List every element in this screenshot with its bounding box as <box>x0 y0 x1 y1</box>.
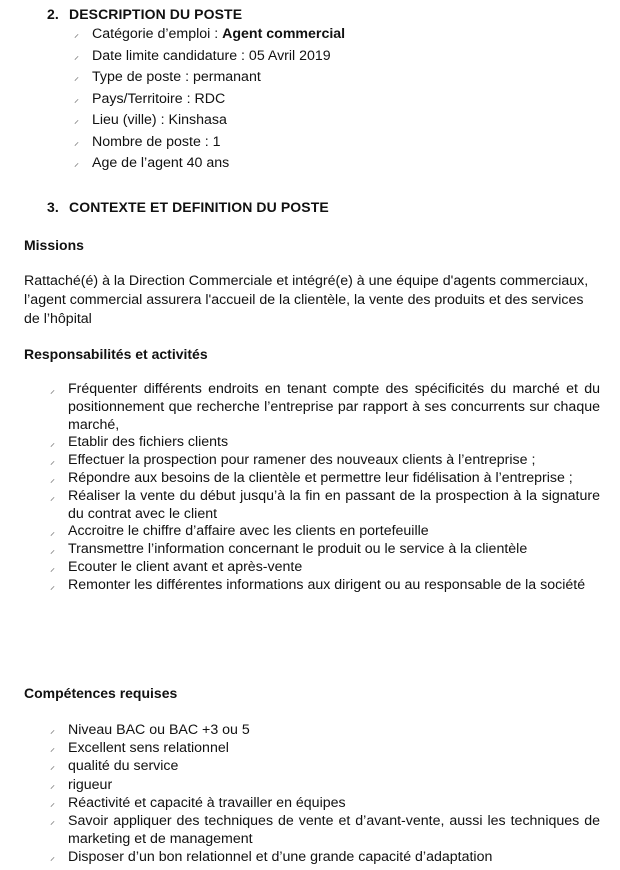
missions-heading: Missions <box>24 237 84 253</box>
section-2-heading <box>47 6 242 22</box>
bullet-icon: ⸝ <box>74 158 79 169</box>
list-item: ⸝ Effectuer la prospection pour ramener des nouveaux clients à l’entreprise ; <box>50 452 536 469</box>
bullet-icon: ⸝ <box>50 580 55 592</box>
list-item: ⸝ Pays/Territoire : RDC <box>74 90 226 107</box>
bullet-icon: ⸝ <box>74 72 79 83</box>
bullet-icon: ⸝ <box>50 779 55 791</box>
list-item: ⸝ Type de poste : permanant <box>74 69 261 85</box>
bullet-icon: ⸝ <box>50 797 55 809</box>
list-item: ⸝ Savoir appliquer des techniques de vente et d’avant-vente, aussi les techniques de marketing et de management <box>50 813 600 848</box>
list-item: ⸝ Niveau BAC ou BAC +3 ou 5 <box>50 722 250 738</box>
list-item: ⸝ Excellent sens relationnel <box>50 740 229 757</box>
responsibilities-list <box>48 381 600 595</box>
job-category-value: Agent commercial <box>222 26 346 42</box>
section-2-number: 2. <box>47 6 59 22</box>
bullet-icon: ⸝ <box>50 562 55 574</box>
bullet-icon: ⸝ <box>74 50 79 62</box>
list-item: ⸝ Ecouter le client avant et après-vente <box>50 558 303 575</box>
missions-text: Rattaché(é) à la Direction Commerciale et intégré(e) à une équipe d'agents commerciaux, l’agent commercial assurera l'accueil de la clientèle, la vente des produits et des services de l’hôpital <box>24 273 589 327</box>
skills-heading: Compétences requises <box>24 685 178 701</box>
bullet-icon: ⸝ <box>74 29 79 40</box>
section-3-heading <box>47 199 329 215</box>
bullet-icon: ⸝ <box>50 761 55 773</box>
section-3-title: CONTEXTE ET DEFINITION DU POSTE <box>69 199 329 215</box>
list-item: ⸝ Réactivité et capacité à travailler en équipes <box>50 794 346 811</box>
list-item: ⸝ rigueur <box>50 776 113 793</box>
bullet-icon: ⸝ <box>50 491 55 503</box>
list-item: ⸝ Remonter les différentes informations aux dirigent ou au responsable de la société <box>50 576 586 593</box>
list-item: ⸝ Lieu (ville) : Kinshasa <box>74 112 227 128</box>
responsibilities-heading: Responsabilités et activités <box>24 346 208 362</box>
list-item: ⸝ Age de l’agent 40 ans <box>74 155 230 171</box>
list-item: ⸝ Transmettre l’information concernant le produit ou le service à la clientèle <box>50 541 528 558</box>
bullet-icon: ⸝ <box>50 725 55 736</box>
bullet-icon: ⸝ <box>50 816 55 828</box>
bullet-icon: ⸝ <box>50 473 55 485</box>
bullet-icon: ⸝ <box>50 743 55 755</box>
bullet-icon: ⸝ <box>74 93 79 105</box>
bullet-icon: ⸝ <box>50 545 55 557</box>
bullet-icon: ⸝ <box>74 115 79 126</box>
bullet-icon: ⸝ <box>50 456 55 468</box>
skills-list <box>48 721 600 867</box>
section-2-title: DESCRIPTION DU POSTE <box>69 6 243 22</box>
bullet-icon: ⸝ <box>74 136 79 148</box>
list-item: ⸝ Répondre aux besoins de la clientèle et permettre leur fidélisation à l’entreprise ; <box>50 469 573 486</box>
list-item: ⸝ Accroitre le chiffre d’affaire avec les clients en portefeuille <box>50 523 429 540</box>
list-item: ⸝ Réaliser la vente du début jusqu’à la fin en passant de la prospection à la signature du contrat avec le client <box>50 487 600 522</box>
section-3-number: 3. <box>47 199 59 215</box>
list-item: ⸝ Etablir des fichiers clients <box>50 434 229 451</box>
list-item: ⸝ Date limite candidature : 05 Avril 2019 <box>74 47 331 64</box>
post-description-list <box>74 24 594 175</box>
list-item: ⸝ Fréquenter différents endroits en tenant compte des spécificités du marché et du positionnement que recherche l’entreprise par rapport à ses concurrents sur chaque marché, <box>50 381 600 433</box>
list-item: ⸝ qualité du service <box>50 758 179 775</box>
list-item: ⸝ Nombre de poste : 1 <box>74 133 221 150</box>
bullet-icon: ⸝ <box>50 852 55 864</box>
list-item: ⸝ Catégorie d’emploi : Agent commercial <box>74 26 346 42</box>
bullet-icon: ⸝ <box>50 385 55 396</box>
list-item: ⸝ Disposer d’un bon relationnel et d’une grande capacité d’adaptation <box>50 849 493 866</box>
bullet-icon: ⸝ <box>50 438 55 450</box>
bullet-icon: ⸝ <box>50 527 55 539</box>
